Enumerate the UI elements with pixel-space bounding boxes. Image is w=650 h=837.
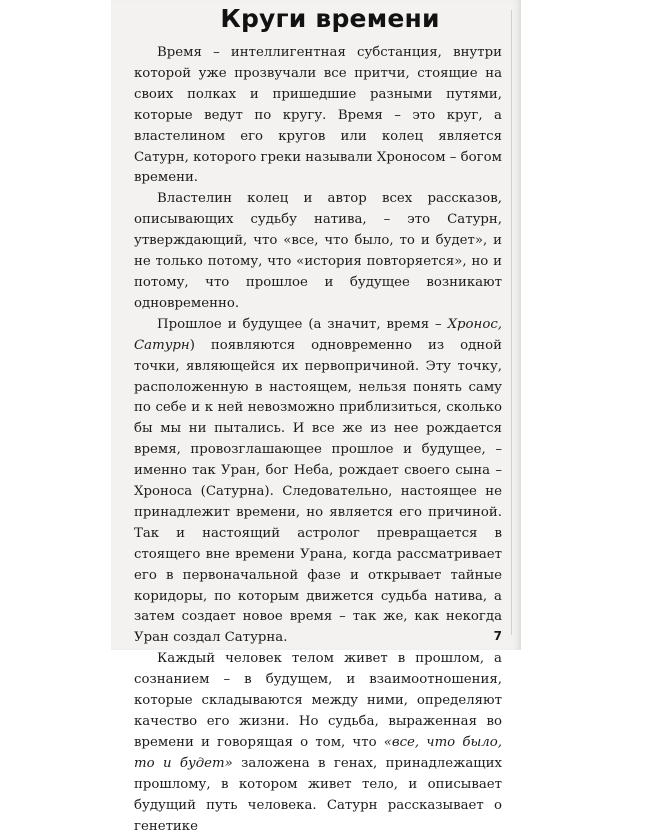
paragraph-1 [134,43,502,189]
text-run: Каждый человек телом живет в прошлом, а сознанием – в будущем, и взаимоотношения, которые складываются между ними, определяют качество его жизни. Но судьба, выраженная во времени и говорящая о том, что [134,651,502,750]
text-run: Время – интеллигентная субстанция, внутри которой уже прозвучали все притчи, стоящие на своих полках и пришедшие разными путями, которые ведут по кругу. Время – это круг, а властелином его кругов или колец является Сатурн, которого греки называли Хроносом – богом времени. [134,45,502,186]
text-run: заложена в генах, принадлежащих прошлому, в котором живет тело, и описывает будущий путь человека. Сатурн рассказывает о генетике [134,755,502,834]
chapter-title: Круги времени [220,4,440,33]
paragraph-2 [134,189,502,314]
italic-run: Хронос, Сатурн [134,316,502,353]
paragraph-3 [134,315,502,650]
page-number: 7 [493,629,502,643]
paragraph-4 [134,649,502,837]
page-edge [511,10,516,635]
body-text [134,43,502,837]
text-run: ) появляются одновременно из одной точки, являющейся их первопричиной. Эту точку, расположенную в настоящем, нельзя понять саму по себе и к ней невозможно приблизиться, сколько бы мы ни пытались. И все же из нее рождается время, провозглашающее прошлое и будущее, – именно так Уран, бог Неба, рождает своего сына – Хроноса (Сатурна). Следовательно, настоящее не принадлежит времени, но является его причиной. Так и настоящий астролог превращается в стоящего вне времени Урана, когда рассматривает его в первоначальной фазе и открывает тайные коридоры, по которым движется судьба натива, а затем создает новое время – так же, как некогда Уран создал Сатурна. [134,337,502,646]
text-run: Властелин колец и автор всех рассказов, описывающих судьбу натива, – это Сатурн, утверждающий, что «все, что было, то и будет», и не только потому, что «история повторяется», но и потому, что прошлое и будущее возникают одновременно. [134,191,502,311]
italic-run: «все, что было, то и будет» [134,734,502,771]
text-run: Прошлое и будущее (а значит, время – [157,316,448,332]
